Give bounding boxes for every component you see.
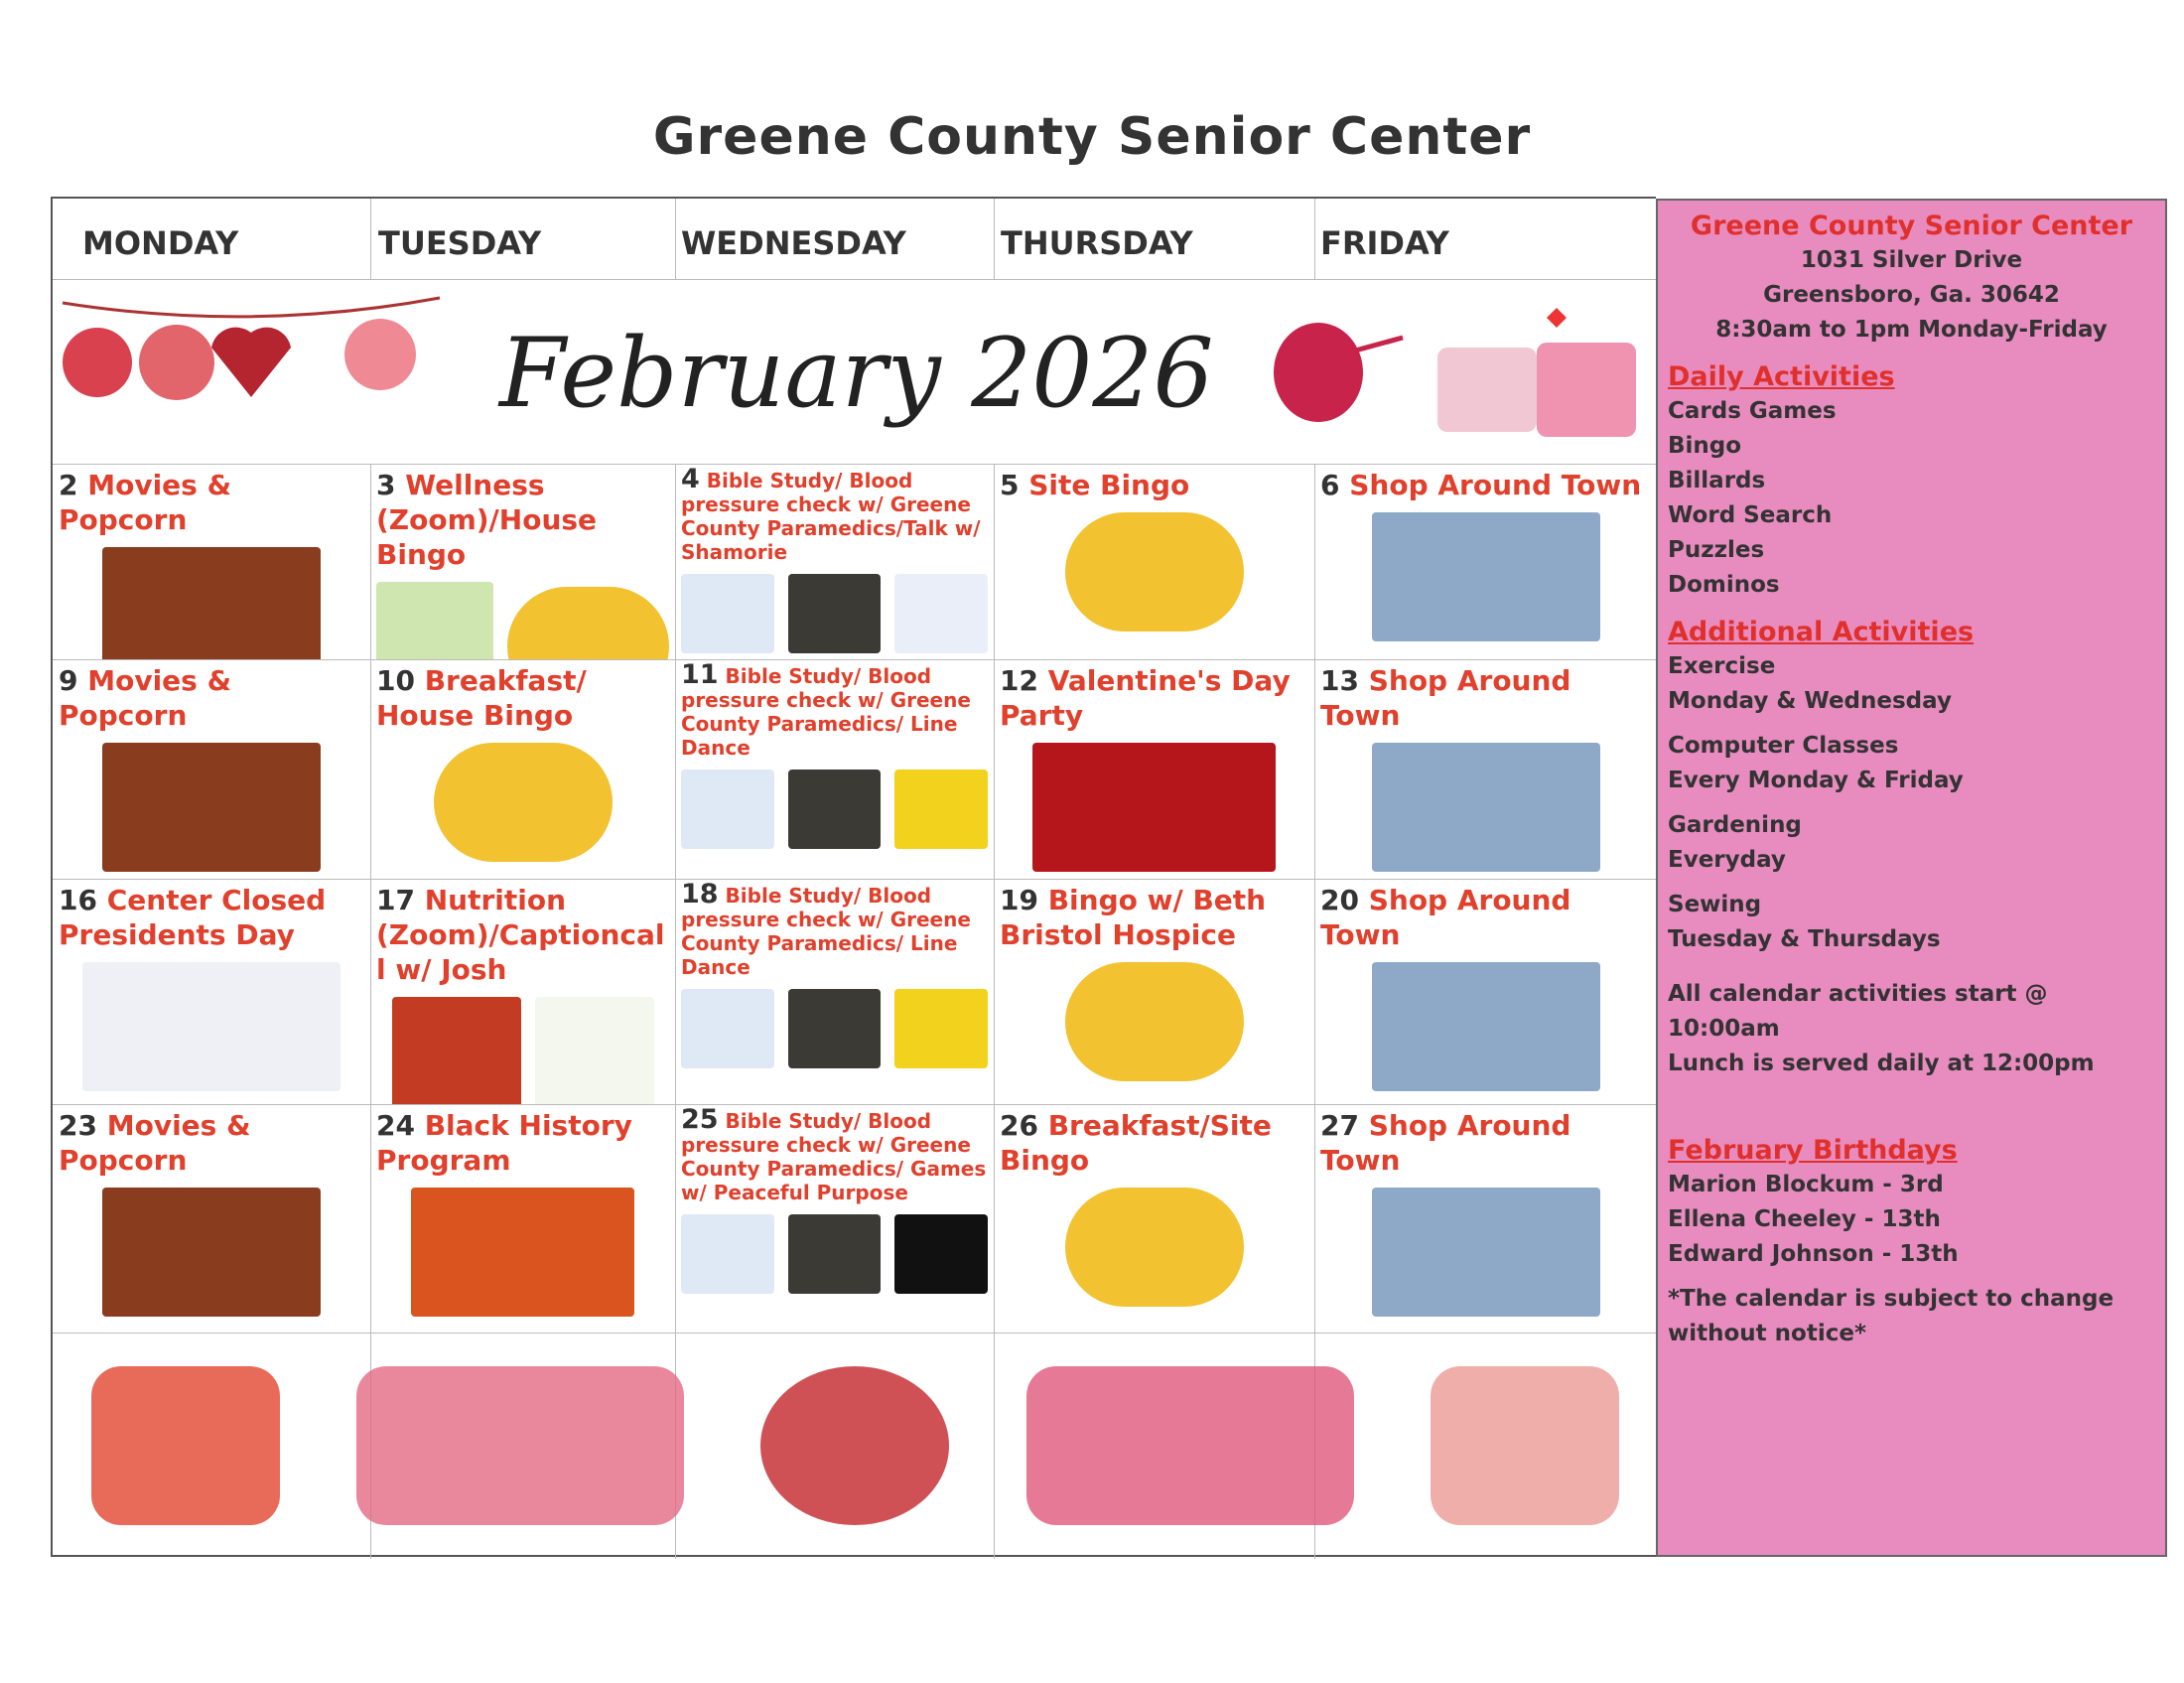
bingo-balls-image: [1065, 962, 1244, 1081]
day-number: 24: [376, 1109, 415, 1142]
day-number: 26: [1000, 1109, 1038, 1142]
activity-name: Gardening: [1668, 812, 1802, 838]
xoxo-heart-art: [91, 1366, 280, 1525]
daily-activity: Billards: [1668, 468, 1766, 493]
daily-activities-heading: Daily Activities: [1668, 361, 1895, 392]
event-text: [59, 1108, 364, 1178]
day-number: 10: [376, 664, 415, 697]
day-number: 9: [59, 664, 78, 697]
day-number: 25: [681, 1104, 719, 1135]
day-cell: [370, 464, 675, 659]
xoxo-hearts-art: [1026, 1366, 1354, 1525]
day-number: 16: [59, 884, 97, 916]
additional-activities-heading: Additional Activities: [1668, 617, 1975, 647]
event-text: [376, 1108, 669, 1178]
town-street-image: [1372, 512, 1600, 641]
day-cell: [994, 464, 1314, 659]
day-cell: [370, 659, 675, 879]
event-title: Site Bingo: [1028, 469, 1190, 501]
event-text: [681, 659, 988, 760]
sidebar-address-1: 1031 Silver Drive: [1800, 247, 2023, 273]
event-title: Black History Program: [376, 1109, 632, 1177]
event-text: [681, 879, 988, 979]
daily-activity: Dominos: [1668, 572, 1780, 598]
day-cell: [675, 659, 994, 879]
info-sidebar: [1656, 199, 2167, 1557]
event-title: Shop Around Town: [1320, 664, 1571, 732]
day-number: 4: [681, 464, 700, 494]
activity-name: Computer Classes: [1668, 733, 1899, 759]
daily-activity: Bingo: [1668, 433, 1742, 459]
page-title: Greene County Senior Center: [652, 107, 1532, 167]
lips-icon-art: [760, 1366, 949, 1525]
event-text: [59, 663, 364, 733]
day-cell: [53, 879, 370, 1104]
blood-pressure-image: [681, 989, 774, 1068]
popcorn-film-image: [102, 547, 321, 659]
bingo-balls-image: [507, 587, 669, 659]
event-text: [681, 1104, 988, 1204]
event-text: [59, 883, 364, 952]
day-cell: [994, 879, 1314, 1104]
calendar-grid: [51, 197, 1656, 1557]
event-title: Center Closed Presidents Day: [59, 884, 327, 951]
birthdays-heading: February Birthdays: [1668, 1135, 1958, 1166]
day-number: 2: [59, 469, 78, 501]
captioncall-logo-image: [535, 997, 654, 1104]
birthday-item: Marion Blockum - 3rd: [1668, 1172, 1944, 1197]
month-banner: February 2026: [499, 318, 1214, 429]
town-street-image: [1372, 1188, 1600, 1317]
health-wellness-image: [376, 582, 493, 659]
day-cell: [1314, 659, 1658, 879]
peaceful-purpose-image: [894, 1214, 988, 1294]
popcorn-film-image: [102, 1188, 321, 1317]
event-title: Bible Study/ Blood pressure check w/ Greene County Paramedics/ Games w/ Peaceful Purpose: [681, 1109, 987, 1204]
day-number: 3: [376, 469, 396, 501]
love-garland-art: [53, 293, 450, 402]
event-text: [59, 468, 364, 537]
day-number: 17: [376, 884, 415, 916]
day-header-thursday: THURSDAY: [1001, 224, 1193, 262]
event-title: Bible Study/ Blood pressure check w/ Greene County Paramedics/ Line Dance: [681, 884, 971, 979]
day-cell: [994, 659, 1314, 879]
daily-activity: Puzzles: [1668, 537, 1765, 563]
birthday-item: Edward Johnson - 13th: [1668, 1241, 1959, 1267]
event-title: Nutrition (Zoom)/Captioncall w/ Josh: [376, 884, 665, 986]
line-dancing-image: [894, 989, 988, 1068]
event-title: Shop Around Town: [1349, 469, 1642, 501]
day-number: 5: [1000, 469, 1020, 501]
event-text: [376, 663, 669, 733]
day-header-monday: MONDAY: [82, 224, 239, 262]
sidebar-hours: 8:30am to 1pm Monday-Friday: [1715, 317, 2108, 343]
event-text: [376, 468, 669, 572]
event-text: [1000, 663, 1308, 733]
blood-pressure-image: [681, 1214, 774, 1294]
day-number: 12: [1000, 664, 1038, 697]
event-title: Movies & Popcorn: [59, 1109, 251, 1177]
event-title: Shop Around Town: [1320, 1109, 1571, 1177]
day-number: 23: [59, 1109, 97, 1142]
event-title: Breakfast/Site Bingo: [1000, 1109, 1272, 1177]
event-title: Breakfast/ House Bingo: [376, 664, 587, 732]
day-cell: [53, 464, 370, 659]
day-cell: [53, 1104, 370, 1332]
nutrition-image: [392, 997, 521, 1104]
activity-schedule: Every Monday & Friday: [1668, 768, 1964, 793]
bible-study-image: [788, 770, 882, 849]
bingo-balls-image: [1065, 512, 1244, 631]
event-text: [681, 464, 988, 564]
blood-pressure-image: [681, 574, 774, 653]
event-text: [376, 883, 669, 987]
daily-activity: Word Search: [1668, 502, 1833, 528]
event-title: Bible Study/ Blood pressure check w/ Greene County Paramedics/Talk w/ Shamorie: [681, 469, 981, 564]
day-cell: [1314, 1104, 1658, 1332]
sidebar-center-name: Greene County Senior Center: [1690, 210, 2133, 241]
event-title: Shop Around Town: [1320, 884, 1571, 951]
popcorn-film-image: [102, 743, 321, 872]
mugs-hearts-art: [1428, 298, 1656, 447]
bingo-balls-image: [434, 743, 613, 862]
birthday-item: Ellena Cheeley - 13th: [1668, 1206, 1941, 1232]
activity-name: Exercise: [1668, 653, 1776, 679]
bible-study-image: [788, 1214, 882, 1294]
event-text: [1000, 883, 1308, 952]
daily-activity: Cards Games: [1668, 398, 1837, 424]
bible-study-image: [788, 989, 882, 1068]
cupid-icon: [1259, 303, 1408, 432]
town-street-image: [1372, 962, 1600, 1091]
note-lunch: Lunch is served daily at 12:00pm: [1668, 1051, 2095, 1076]
day-header-friday: FRIDAY: [1320, 224, 1449, 262]
smp-logo-image: [894, 574, 988, 653]
black-history-month-image: [411, 1188, 634, 1317]
day-number: 6: [1320, 469, 1340, 501]
event-text: [1320, 663, 1652, 733]
day-cell: [1314, 464, 1658, 659]
day-header-tuesday: TUESDAY: [378, 224, 542, 262]
event-text: [1320, 883, 1652, 952]
day-cell: [53, 659, 370, 879]
event-text: [1000, 1108, 1308, 1178]
day-cell: [675, 1104, 994, 1332]
event-title: Wellness (Zoom)/House Bingo: [376, 469, 598, 571]
event-title: Movies & Popcorn: [59, 664, 232, 732]
note-start-time: All calendar activities start @ 10:00am: [1668, 981, 2048, 1042]
day-number: 13: [1320, 664, 1359, 697]
event-text: [1320, 1108, 1652, 1178]
day-number: 18: [681, 879, 719, 910]
day-cell: [675, 464, 994, 659]
day-cell: [1314, 879, 1658, 1104]
happy-valentines-image: [1032, 743, 1276, 872]
love-script-art: [356, 1366, 684, 1525]
bible-study-image: [788, 574, 882, 653]
day-header-wednesday: WEDNESDAY: [681, 224, 906, 262]
event-text: [1000, 468, 1308, 502]
kissing-birds-art: [1431, 1366, 1619, 1525]
event-text: [1320, 468, 1652, 502]
event-title: Bingo w/ Beth Bristol Hospice: [1000, 884, 1267, 951]
disclaimer: *The calendar is subject to change without notice*: [1668, 1286, 2115, 1346]
activity-schedule: Tuesday & Thursdays: [1668, 926, 1941, 952]
day-cell: [994, 1104, 1314, 1332]
event-title: Movies & Popcorn: [59, 469, 232, 536]
day-cell: [370, 1104, 675, 1332]
day-number: 20: [1320, 884, 1359, 916]
sidebar-address-2: Greensboro, Ga. 30642: [1763, 282, 2060, 308]
day-cell: [675, 879, 994, 1104]
line-dancing-image: [894, 770, 988, 849]
activity-schedule: Monday & Wednesday: [1668, 688, 1952, 714]
event-title: Valentine's Day Party: [1000, 664, 1291, 732]
day-number: 19: [1000, 884, 1038, 916]
activity-schedule: Everyday: [1668, 847, 1786, 873]
blood-pressure-image: [681, 770, 774, 849]
activity-name: Sewing: [1668, 892, 1762, 917]
presidents-day-image: [82, 962, 341, 1091]
day-number: 11: [681, 659, 719, 690]
bingo-balls-image: [1065, 1188, 1244, 1307]
town-street-image: [1372, 743, 1600, 872]
day-number: 27: [1320, 1109, 1359, 1142]
day-cell: [370, 879, 675, 1104]
event-title: Bible Study/ Blood pressure check w/ Greene County Paramedics/ Line Dance: [681, 664, 971, 760]
